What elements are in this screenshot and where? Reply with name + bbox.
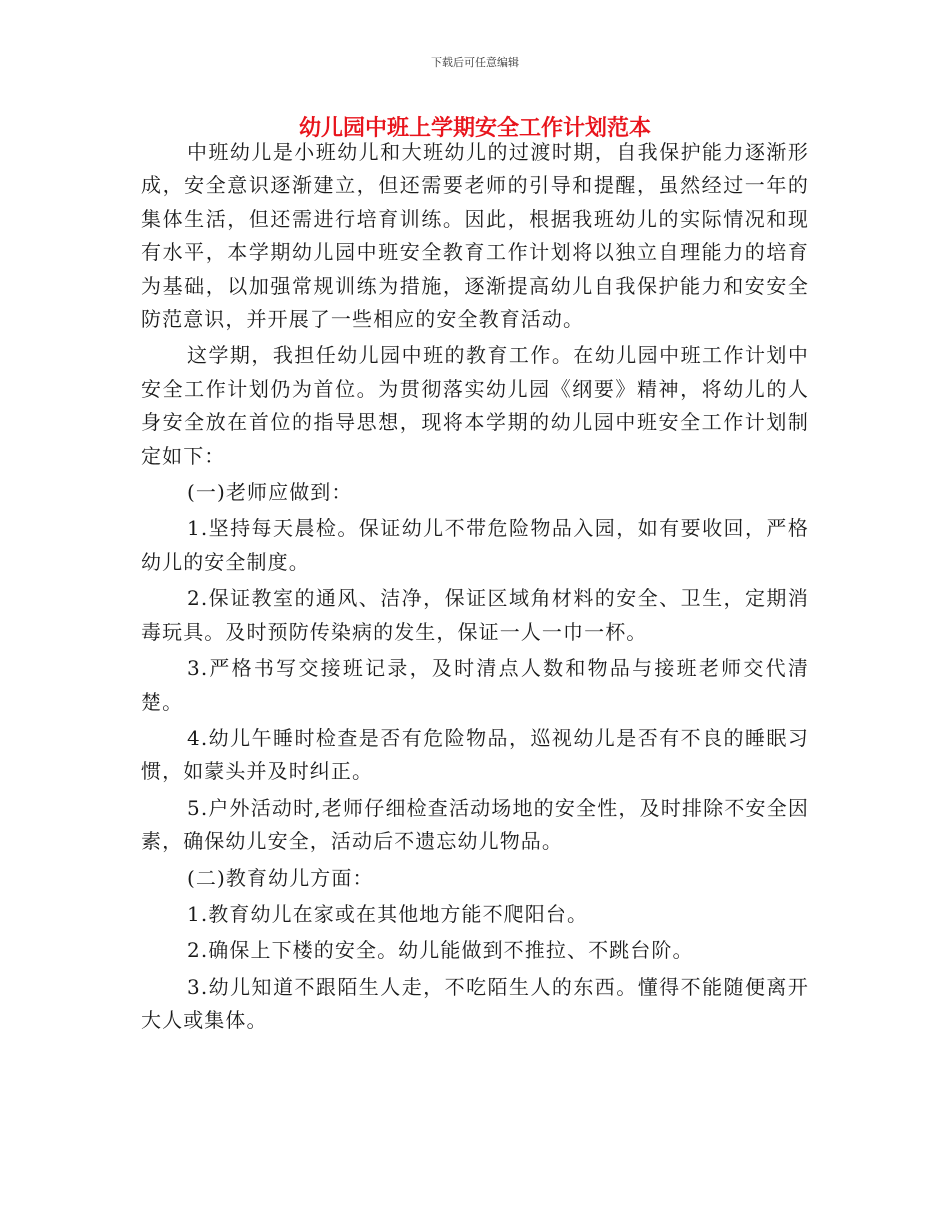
paragraph-intro: 中班幼儿是小班幼儿和大班幼儿的过渡时期，自我保护能力逐渐形成，安全意识逐渐建立，但还需要老师的引导和提醒，虽然经过一年的集体生活，但还需进行培育训练。因此，根据我班幼儿的实际情况和现有水平，本学期幼儿园中班安全教育工作计划将以独立自理能力的培育为基础，以加强常规训练为措施，逐渐提高幼儿自我保护能力和安安全防范意识，并开展了一些相应的安全教育活动。 xyxy=(141,140,809,332)
list-item-children-3: 3.幼儿知道不跟陌生人走，不吃陌生人的东西。懂得不能随便离开大人或集体。 xyxy=(141,974,809,1033)
document-body xyxy=(141,136,809,1038)
list-item-teacher-3: 3.严格书写交接班记录，及时清点人数和物品与接班老师交代清楚。 xyxy=(141,656,809,714)
list-item-teacher-5: 5.户外活动时,老师仔细检查活动场地的安全性，及时排除不安全因素，确保幼儿安全，活动后不遗忘幼儿物品。 xyxy=(141,795,809,854)
list-item-children-2: 2.确保上下楼的安全。幼儿能做到不推拉、不跳台阶。 xyxy=(187,938,694,963)
header-note: 下载后可任意编辑 xyxy=(431,56,519,69)
section-heading-teacher: (一)老师应做到： xyxy=(187,480,353,505)
paragraph-term-plan: 这学期，我担任幼儿园中班的教育工作。在幼儿园中班工作计划中安全工作计划仍为首位。为贯彻落实幼儿园《纲要》精神，将幼儿的人身安全放在首位的指导思想，现将本学期的幼儿园中班安全工作计划制定如下： xyxy=(141,343,809,468)
list-item-teacher-4: 4.幼儿午睡时检查是否有危险物品，巡视幼儿是否有不良的睡眠习惯，如蒙头并及时纠正。 xyxy=(141,725,809,784)
section-heading-children: (二)教育幼儿方面： xyxy=(187,865,374,890)
document-title: 幼儿园中班上学期安全工作计划范本 xyxy=(298,116,651,141)
list-item-teacher-1: 1.坚持每天晨检。保证幼儿不带危险物品入园，如有要收回，严格幼儿的安全制度。 xyxy=(141,516,809,574)
list-item-children-1: 1.教育幼儿在家或在其他地方能不爬阳台。 xyxy=(187,901,589,926)
list-item-teacher-2: 2.保证教室的通风、洁净，保证区域角材料的安全、卫生，定期消毒玩具。及时预防传染病的发生，保证一人一巾一杯。 xyxy=(141,586,809,644)
